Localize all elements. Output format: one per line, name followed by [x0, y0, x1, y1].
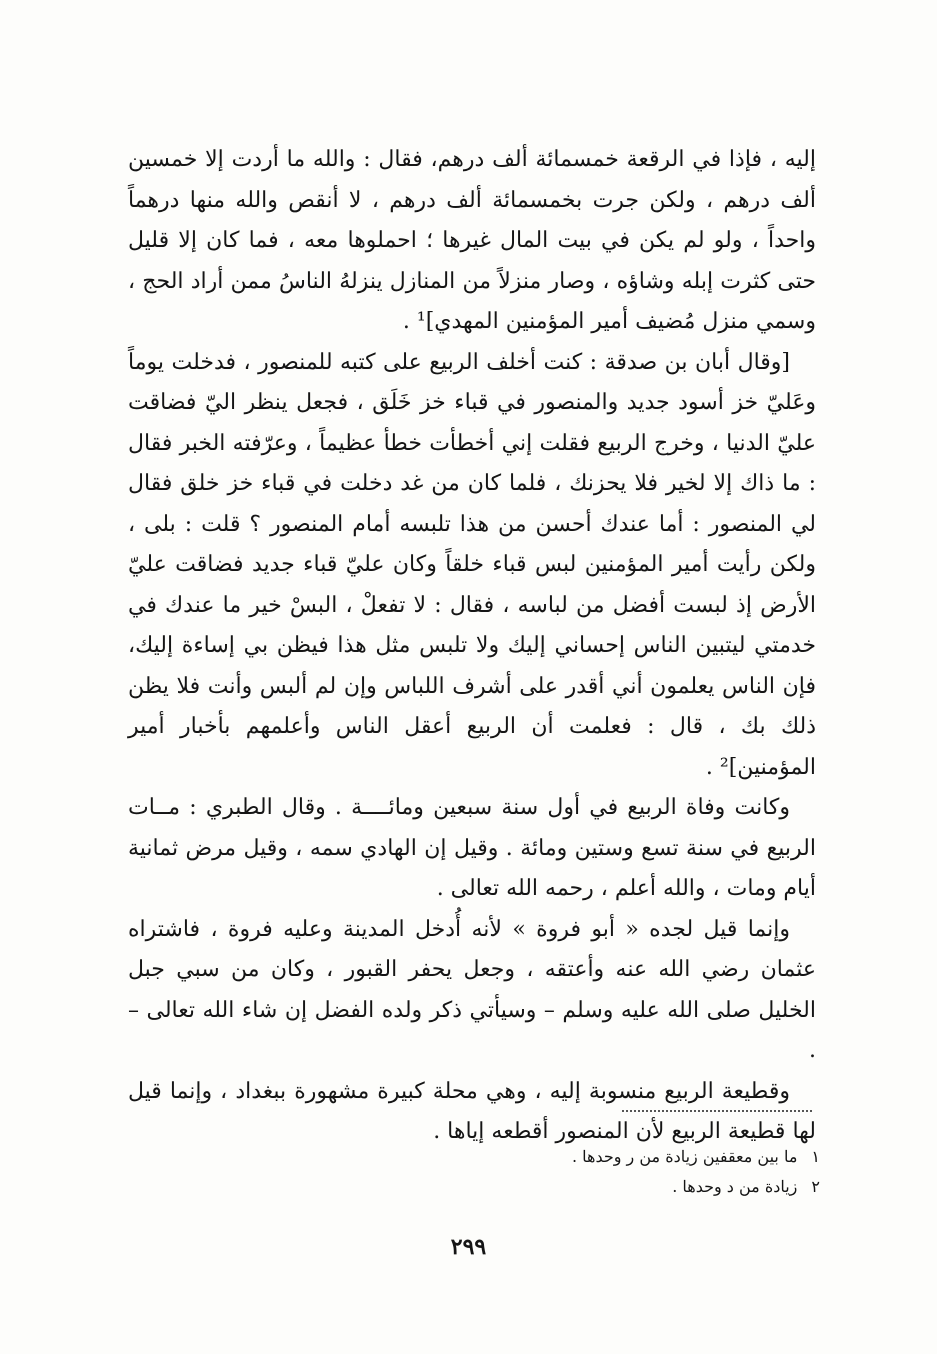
paragraph-3: وكانت وفاة الربيع في أول سنة سبعين ومائــــة . وقال الطبري : مــات الربيع في سنة تسع وستين ومائة . وقيل إن الهادي سمه ، وقيل مرض ثمانية أيام ومات ، والله أعلم ، رحمه الله تعالى .: [128, 795, 816, 901]
footnote-2: [300, 1172, 820, 1202]
footnote-text: زيادة من د وحدها .: [672, 1177, 798, 1196]
footnote-text: ما بين معقفين زيادة من ر وحدها .: [571, 1147, 798, 1166]
paragraph-4: وإنما قيل لجده « أبو فروة » لأنه أُدخل المدينة وعليه فروة ، فاشتراه عثمان رضي الله عنه وأعتقه ، وجعل يحفر القبور ، وكان من سبي جبل الخليل صلى الله عليه وسلم – وسيأتي ذكر ولده الفضل إن شاء الله تعالى – .: [128, 916, 816, 1063]
main-text: [128, 140, 816, 1153]
footnotes: [300, 1142, 820, 1202]
paragraph-2: [وقال أبان بن صدقة : كنت أخلف الربيع على كتبه للمنصور ، فدخلت يوماً وعَليّ خز أسود جديد والمنصور في قباء خز خَلَق ، فجعل ينظر اليّ فضاقت عليّ الدنيا ، وخرج الربيع فقلت إني أخطأت خطأ عظيماً ، وعرّفته الخبر فقال : ما ذاك إلا لخير فلا يحزنك ، فلما كان من غد دخلت في قباء خز خلق فقال لي المنصور : أما عندك أحسن من هذا تلبسه أمام المنصور ؟ قلت : بلى ، ولكن رأيت أمير المؤمنين لبس قباء خلقاً وكان عليّ قباء جديد فضاقت عليّ الأرض إذ لبست أفضل من لباسه ، فقال : لا تفعلْ ، البسْ خير ما عندك في خدمتي ليتبين الناس إحساني إليك ولا تلبس مثل هذا فيظن بي إساءة إليك، فإن الناس يعلمون أني أقدر على أشرف اللباس وإن لم ألبس وأنت فلا يظن ذلك بك ، قال : فعلمت أن الربيع أعقل الناس وأعلمهم بأخبار أمير المؤمنين]² .: [128, 349, 816, 780]
page-number: ٢٩٩: [450, 1234, 487, 1260]
paragraph-5: وقطيعة الربيع منسوبة إليه ، وهي محلة كبيرة مشهورة ببغداد ، وإنما قيل لها قطيعة الربيع لأن المنصور أقطعه إياها .: [128, 1078, 816, 1144]
footnote-number: ١: [811, 1147, 820, 1166]
footnote-1: [300, 1142, 820, 1172]
paragraph-1: إليه ، فإذا في الرقعة خمسمائة ألف درهم، فقال : والله ما أردت إلا خمسين ألف درهم ، ولكن جرت بخمسمائة ألف درهم ، لا أنقص والله منها درهماً واحداً ، ولو لم يكن في بيت المال غيرها ؛ احملوها معه ، فما كان إلا قليل حتى كثرت إبله وشاؤه ، وصار منزلاً من المنازل ينزلهُ الناسُ ممن أراد الحج ، وسمي منزل مُضيف أمير المؤمنين المهدي]¹ .: [128, 147, 816, 334]
footnote-separator: [622, 1110, 812, 1112]
footnote-number: ٢: [811, 1177, 820, 1196]
